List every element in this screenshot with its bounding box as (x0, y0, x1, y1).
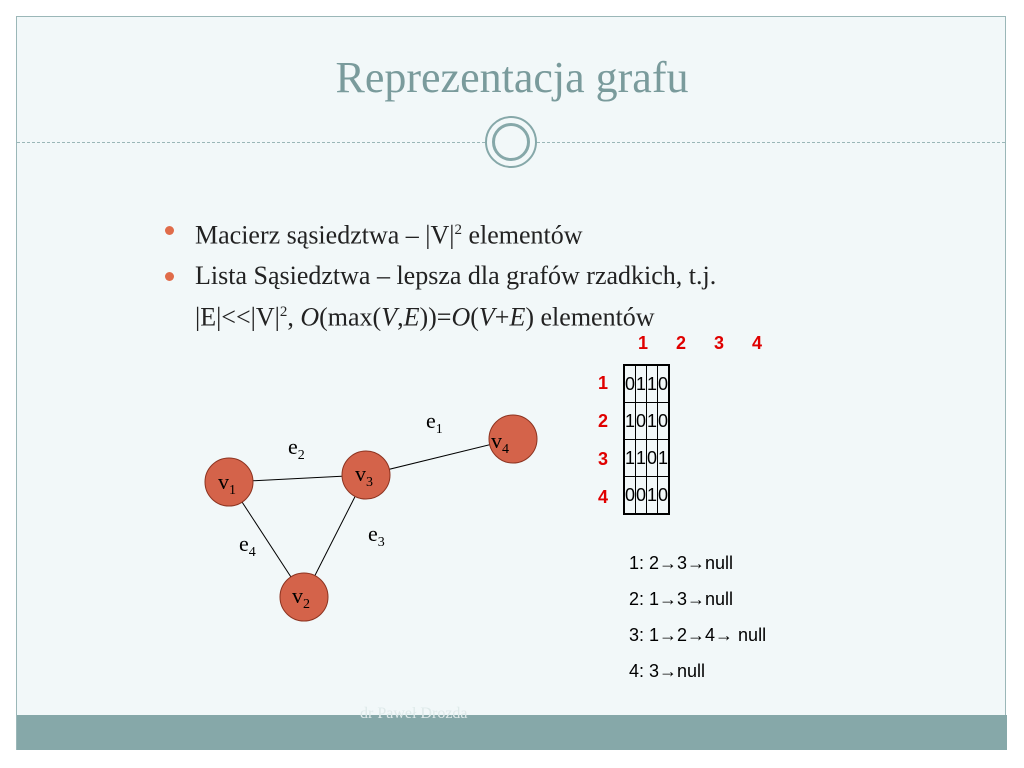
matrix-row-header: 2 (597, 411, 608, 431)
matrix-cell: 0 (636, 477, 647, 515)
vertex-label-v2: $v_2$ (292, 583, 310, 612)
ring-ornament-icon (485, 116, 537, 168)
matrix-row-header: 3 (597, 449, 608, 469)
matrix-row (624, 477, 669, 515)
bullet-adjacency-matrix: Macierz sąsiedztwa – $|V|^2$ elementów (164, 212, 884, 254)
matrix-cell: 1 (624, 403, 636, 440)
edge-label-e1: $e_1$ (426, 408, 443, 437)
matrix-cell: 0 (624, 477, 636, 515)
matrix-cell: 1 (658, 440, 670, 477)
footer-author: dr Paweł Drozda (360, 705, 468, 722)
matrix-row (624, 365, 669, 403)
vertex-label-v4: $v_4$ (491, 428, 509, 457)
matrix-row-header: 4 (597, 487, 608, 507)
vertex-label-v1: $v_1$ (218, 469, 236, 498)
matrix-col-header: 4 (751, 333, 762, 353)
vertex-v1 (205, 458, 253, 506)
adjacency-list-item: 2: 1→3→null (629, 589, 734, 609)
bullet-adjacency-list: Lista Sąsiedztwa – lepsza dla grafów rzadkich, t.j. $|E|<<|V|^2$, O(max(V,E))=O(V+E) elementów (164, 258, 884, 336)
matrix-cell: 0 (647, 440, 658, 477)
matrix-cell: 1 (624, 440, 636, 477)
matrix-col-header: 2 (675, 333, 686, 353)
matrix-cell: 1 (636, 365, 647, 403)
edge-label-e3: $e_3$ (368, 521, 385, 550)
matrix-col-header: 1 (637, 333, 648, 353)
matrix-cell: 0 (658, 403, 670, 440)
edge-label-e2: $e_2$ (288, 434, 305, 463)
graph-diagram (180, 400, 540, 630)
matrix-cell: 0 (624, 365, 636, 403)
adjacency-list-item: 1: 2→3→null (629, 553, 734, 573)
bullet-list (164, 212, 884, 339)
adjacency-list-item: 3: 1→2→4→ null (629, 625, 767, 645)
edge-label-e4: $e_4$ (239, 531, 256, 560)
slide-title: Reprezentacja grafu (335, 53, 689, 102)
matrix-col-header: 3 (713, 333, 724, 353)
matrix-row-header: 1 (597, 373, 608, 393)
matrix-cell: 1 (647, 477, 658, 515)
matrix-cell: 1 (647, 365, 658, 403)
matrix-cell: 0 (658, 365, 670, 403)
vertex-label-v3: $v_3$ (355, 461, 373, 490)
footer-bar (17, 715, 1007, 750)
matrix-cell: 0 (636, 403, 647, 440)
matrix-row (624, 403, 669, 440)
matrix-cell: 1 (647, 403, 658, 440)
adjacency-list-item: 4: 3→null (629, 661, 706, 681)
matrix-cell: 1 (636, 440, 647, 477)
matrix-grid (623, 364, 670, 515)
matrix-row (624, 440, 669, 477)
matrix-cell: 0 (658, 477, 670, 515)
